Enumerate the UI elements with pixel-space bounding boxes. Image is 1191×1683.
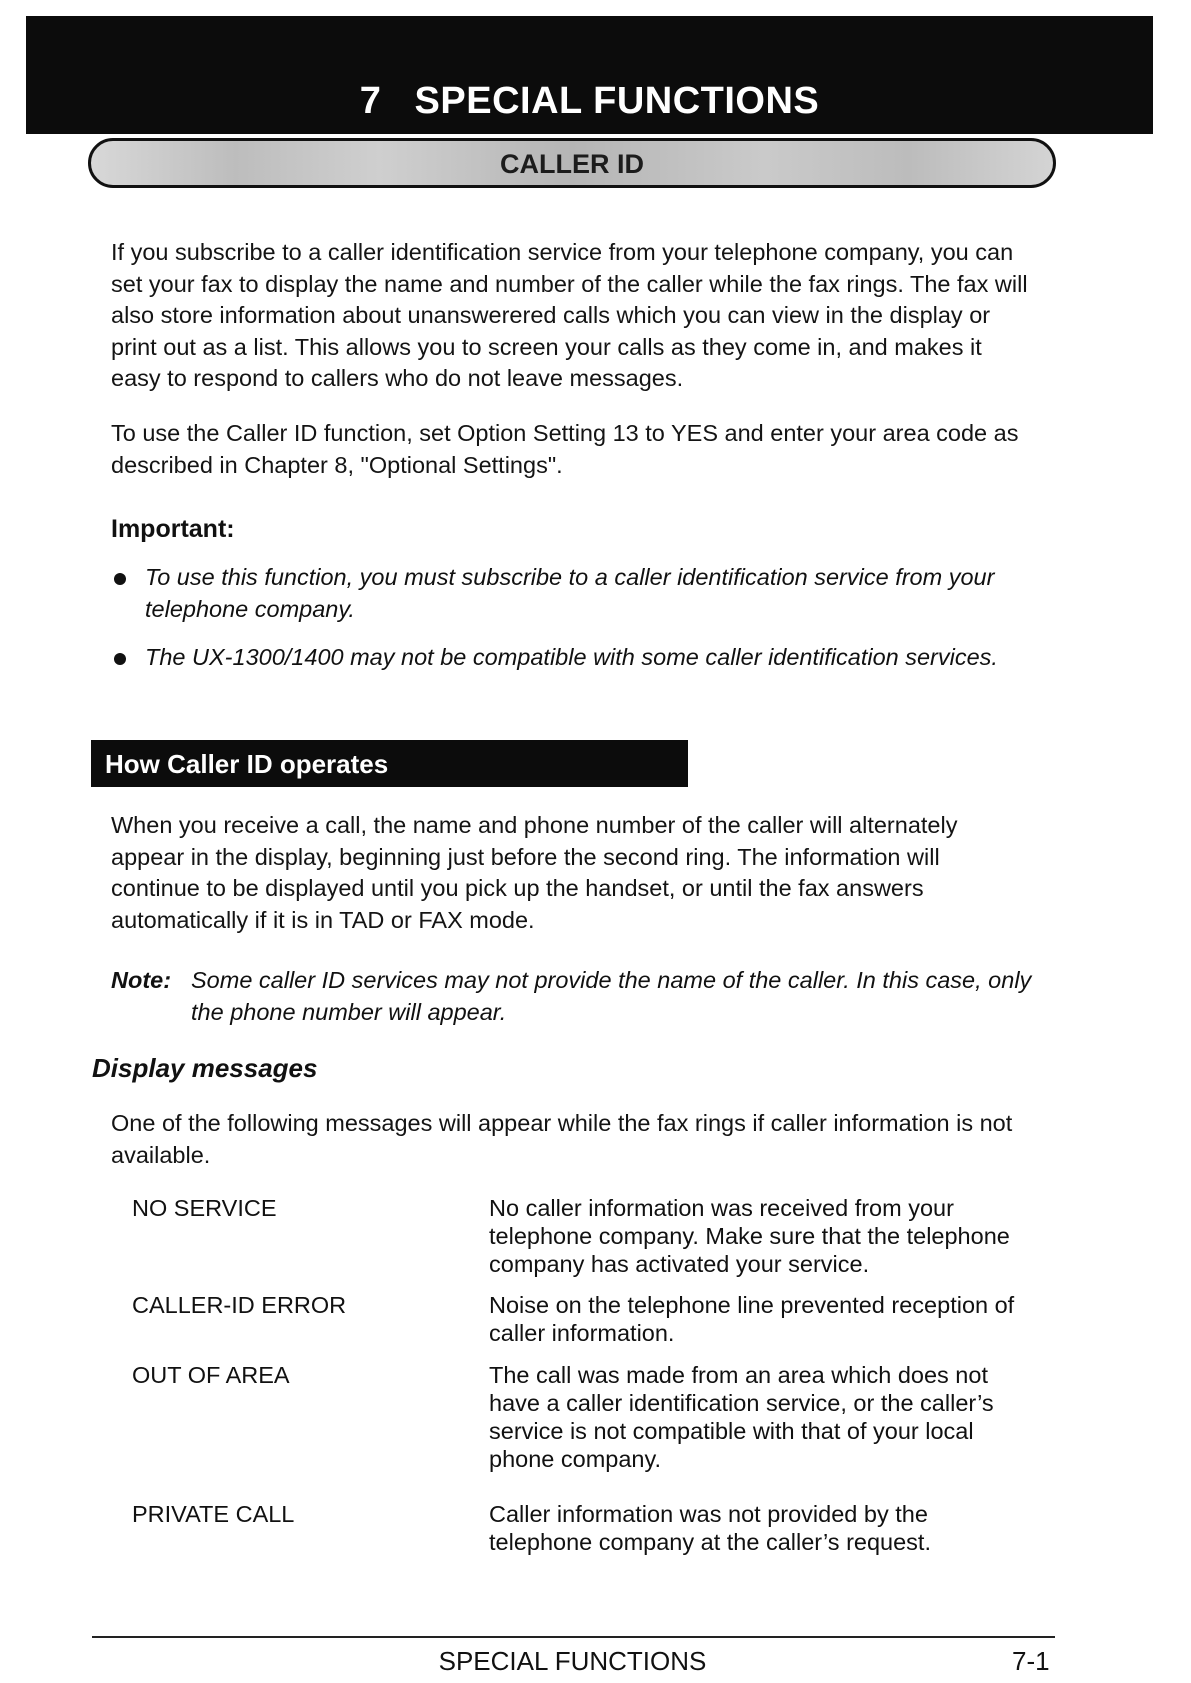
display-messages-intro: One of the following messages will appear while the fax rings if caller information is not available.	[111, 1110, 1013, 1168]
message-description: No caller information was received from your telephone company. Make sure that the telephone company has activated your service.	[489, 1195, 1010, 1277]
bullet-dot-icon	[114, 653, 126, 665]
footer-divider	[92, 1636, 1055, 1638]
bullet-text: The UX-1300/1400 may not be compatible with some caller identification services.	[145, 644, 998, 670]
section-title: CALLER ID	[500, 149, 644, 179]
message-description: Caller information was not provided by the telephone company at the caller’s request.	[489, 1501, 931, 1555]
chapter-title-text: SPECIAL FUNCTIONS	[414, 80, 820, 122]
chapter-header-bar	[26, 16, 1153, 134]
message-code: NO SERVICE	[132, 1195, 277, 1221]
important-heading: Important:	[111, 515, 235, 543]
intro-paragraph-1: If you subscribe to a caller identification service from your telephone company, you can set your fax to display the name and number of the caller while the fax rings. The fax will also store information about unanswerered calls which you can view in the display or print out as a list. This allows you to screen your calls as they come in, and makes it easy to respond to callers who do not leave messages.	[111, 239, 1028, 391]
display-messages-heading: Display messages	[92, 1053, 318, 1083]
message-code: PRIVATE CALL	[132, 1501, 295, 1527]
subsection-header-bar	[91, 740, 688, 787]
message-code: CALLER-ID ERROR	[132, 1292, 347, 1318]
operates-paragraph: When you receive a call, the name and phone number of the caller will alternately appear in the display, beginning just before the second ring. The information will continue to be displayed until you pick up the handset, or until the fax answers automatically if it is in TAD or FAX mode.	[111, 812, 958, 933]
section-banner	[88, 138, 1056, 188]
bullet-text: To use this function, you must subscribe to a caller identification service from your telephone company.	[145, 564, 995, 622]
page-number: 7-1	[1012, 1646, 1050, 1676]
chapter-number: 7	[359, 80, 382, 122]
intro-paragraph-2: To use the Caller ID function, set Option Setting 13 to YES and enter your area code as described in Chapter 8, "Optional Settings".	[111, 420, 1019, 478]
note-label: Note:	[111, 967, 172, 993]
subsection-title: How Caller ID operates	[105, 749, 389, 779]
message-description: Noise on the telephone line prevented reception of caller information.	[489, 1292, 1015, 1346]
message-code: OUT OF AREA	[132, 1362, 290, 1388]
footer-section-title: SPECIAL FUNCTIONS	[438, 1646, 707, 1676]
message-description: The call was made from an area which does not have a caller identification service, or the caller’s service is not compatible with that of your local phone company.	[489, 1362, 994, 1472]
chapter-title	[26, 80, 1153, 123]
note-text: Some caller ID services may not provide the name of the caller. In this case, only the phone number will appear.	[191, 967, 1032, 1025]
bullet-dot-icon	[114, 573, 126, 585]
